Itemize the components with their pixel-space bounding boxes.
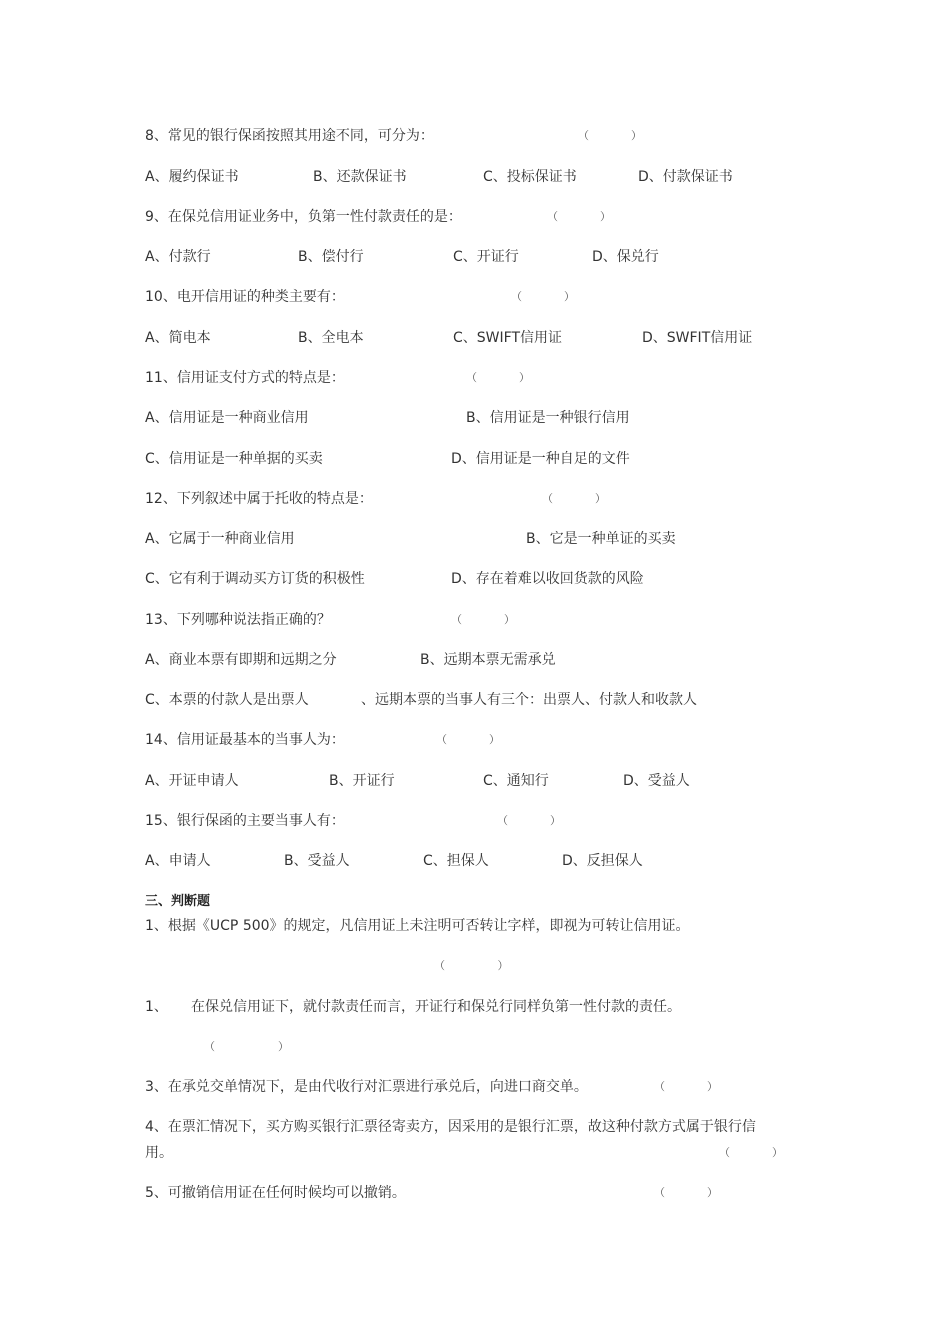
judgment-4-answer-blank[interactable]: （ ） (719, 1146, 783, 1159)
question-13-answer-blank[interactable]: （ ） (451, 613, 515, 626)
question-10-option-a: A、简电本 (145, 330, 211, 346)
question-12-option-b: B、它是一种单证的买卖 (526, 531, 676, 547)
question-9-answer-blank[interactable]: （ ） (547, 210, 611, 223)
judgment-4-line-2: 用。 (145, 1145, 173, 1161)
question-9-option-c: C、开证行 (453, 249, 519, 265)
question-13-option-a: A、商业本票有即期和远期之分 (145, 652, 337, 668)
question-14-answer-blank[interactable]: （ ） (436, 733, 500, 746)
question-15-text: 15、银行保函的主要当事人有： (145, 813, 345, 829)
section-3-title: 三、判断题 (145, 894, 211, 909)
question-12-answer-blank[interactable]: （ ） (542, 492, 606, 505)
question-9-option-b: B、偿付行 (298, 249, 364, 265)
question-12-text: 12、下列叙述中属于托收的特点是： (145, 491, 373, 507)
judgment-3-text: 3、在承兑交单情况下，是由代收行对汇票进行承兑后，向进口商交单。 (145, 1079, 588, 1095)
judgment-4-line-1: 4、在票汇情况下，买方购买银行汇票径寄卖方，因采用的是银行汇票，故这种付款方式属于银行信 (145, 1119, 756, 1135)
question-9-text: 9、在保兑信用证业务中，负第一性付款责任的是： (145, 209, 462, 225)
question-13-option-c: C、本票的付款人是出票人 (145, 692, 309, 708)
question-11-answer-blank[interactable]: （ ） (466, 371, 530, 384)
judgment-2-answer-blank[interactable]: （ ） (204, 1040, 289, 1053)
judgment-2-text: 在保兑信用证下，就付款责任而言，开证行和保兑行同样负第一性付款的责任。 (191, 999, 681, 1015)
judgment-5-answer-blank[interactable]: （ ） (654, 1186, 718, 1199)
question-12-option-a: A、它属于一种商业信用 (145, 531, 295, 547)
question-14-option-b: B、开证行 (329, 773, 395, 789)
question-11-option-d: D、信用证是一种自足的文件 (451, 451, 630, 467)
question-15-option-c: C、担保人 (423, 853, 489, 869)
question-8-option-a: A、履约保证书 (145, 169, 239, 185)
question-10-answer-blank[interactable]: （ ） (511, 290, 575, 303)
question-13-text: 13、下列哪种说法指正确的？ (145, 612, 331, 628)
judgment-2-number: 1、 (145, 999, 168, 1015)
question-15-answer-blank[interactable]: （ ） (497, 814, 561, 827)
question-8-answer-blank[interactable]: （ ） (578, 129, 642, 142)
question-11-text: 11、信用证支付方式的特点是： (145, 370, 345, 386)
question-14-option-d: D、受益人 (623, 773, 690, 789)
question-10-option-d: D、SWFIT信用证 (642, 330, 753, 346)
question-8-option-d: D、付款保证书 (638, 169, 733, 185)
judgment-1-answer-blank[interactable]: （ ） (434, 959, 509, 972)
question-13-option-d: 、远期本票的当事人有三个：出票人、付款人和收款人 (361, 692, 697, 708)
judgment-1-text: 1、根据《UCP 500》的规定，凡信用证上未注明可否转让字样，即视为可转让信用证。 (145, 918, 690, 934)
question-8-option-b: B、还款保证书 (313, 169, 407, 185)
question-10-text: 10、电开信用证的种类主要有： (145, 289, 345, 305)
question-9-option-d: D、保兑行 (592, 249, 659, 265)
question-10-option-c: C、SWIFT信用证 (453, 330, 562, 346)
question-9-option-a: A、付款行 (145, 249, 211, 265)
question-15-option-d: D、反担保人 (562, 853, 643, 869)
question-8-option-c: C、投标保证书 (483, 169, 577, 185)
question-14-option-c: C、通知行 (483, 773, 549, 789)
question-14-text: 14、信用证最基本的当事人为： (145, 732, 345, 748)
question-12-option-d: D、存在着难以收回货款的风险 (451, 571, 644, 587)
question-11-option-a: A、信用证是一种商业信用 (145, 410, 309, 426)
judgment-5-text: 5、可撤销信用证在任何时候均可以撤销。 (145, 1185, 406, 1201)
judgment-3-answer-blank[interactable]: （ ） (654, 1080, 718, 1093)
question-13-option-b: B、远期本票无需承兑 (420, 652, 556, 668)
question-14-option-a: A、开证申请人 (145, 773, 239, 789)
question-8-text: 8、常见的银行保函按照其用途不同，可分为： (145, 128, 434, 144)
question-10-option-b: B、全电本 (298, 330, 364, 346)
question-12-option-c: C、它有利于调动买方订货的积极性 (145, 571, 365, 587)
question-11-option-b: B、信用证是一种银行信用 (466, 410, 630, 426)
question-15-option-b: B、受益人 (284, 853, 350, 869)
question-11-option-c: C、信用证是一种单据的买卖 (145, 451, 323, 467)
question-15-option-a: A、申请人 (145, 853, 211, 869)
